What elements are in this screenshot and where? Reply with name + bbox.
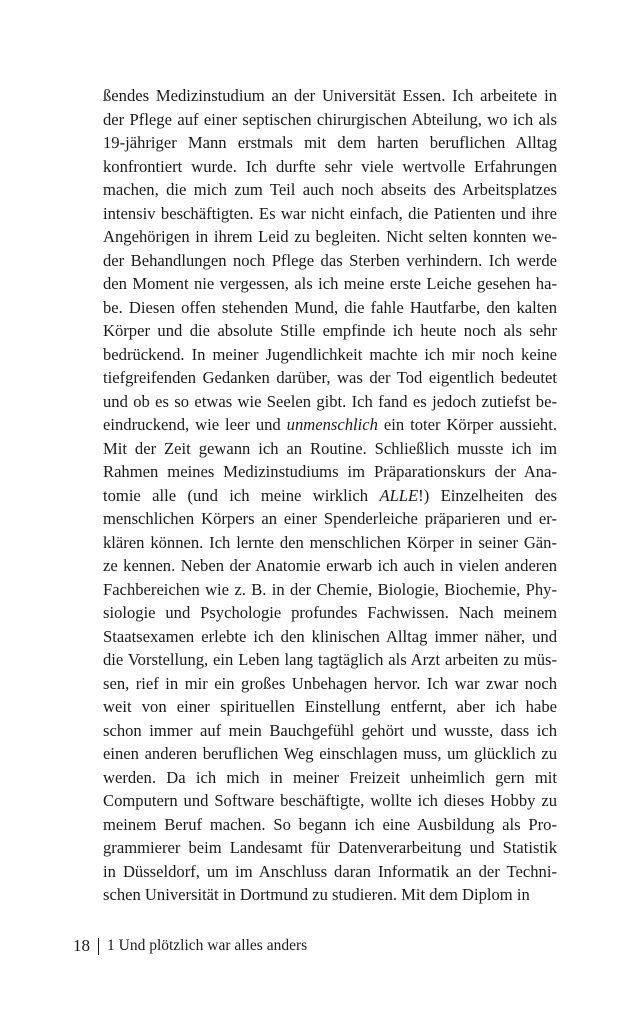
text-line [103,601,557,625]
text-segment: Computern und Software beschäftigte, wollte ich dieses Hobby zu [103,791,557,810]
text-line [103,131,557,155]
text-segment: tomie alle (und ich meine wirklich [103,485,380,505]
text-segment: ze kennen. Neben der Anatomie erwarb ich auch in vielen anderen [103,556,557,575]
text-line [103,319,557,343]
emphasis-text: unmenschlich [286,415,378,434]
text-segment: !) Einzelheiten des [418,485,557,505]
text-line [103,836,557,860]
text-line [103,860,557,884]
text-segment: menschlichen Körpers an einer Spenderleiche präparieren und er- [103,509,557,528]
text-segment: Fachbereichen wie z. B. in der Chemie, Biologie, Biochemie, Phy- [103,579,557,599]
text-line [103,249,557,273]
text-line [103,578,557,602]
text-line [103,437,557,461]
text-segment: Angehörigen in ihrem Leid zu begleiten. Nicht selten konnten we- [103,227,557,246]
text-segment: in Düsseldorf, um im Anschluss daran Informatik an der Techni- [103,861,557,881]
text-segment: schon immer auf mein Bauchgefühl gehört und wusste, dass ich [103,720,557,740]
text-line [103,507,557,531]
text-segment: der Behandlungen noch Pflege das Sterben verhindern. Ich werde [103,250,557,270]
text-line [103,296,557,320]
text-line [103,883,557,907]
text-line [103,155,557,179]
text-segment: eindruckend, wie leer und [103,415,287,434]
text-line [103,531,557,555]
text-line [103,625,557,649]
text-segment: intensiv beschäftigten. Es war nicht einfach, die Patienten und ihre [103,203,557,223]
text-segment: Körper und die absolute Stille empfinde ich heute noch als sehr [103,321,557,340]
text-segment: siologie und Psychologie profundes Fachwissen. Nach meinem [103,603,557,622]
text-line [103,695,557,719]
text-segment: ßendes Medizinstudium an der Universität Essen. Ich arbeitete in [103,86,557,105]
text-segment: schen Universität in Dortmund zu studieren. Mit dem Diplom in [103,885,530,904]
text-segment: die Vorstellung, ein Leben lang tagtäglich als Arzt arbeiten zu müs- [103,650,557,669]
text-line [103,225,557,249]
text-segment: tiefgreifenden Gedanken darüber, was der Tod eigentlich bedeutet [103,368,557,387]
text-segment: meinem Beruf machen. So begann ich eine Ausbildung als Pro- [103,814,557,834]
text-line [103,460,557,484]
text-segment: sen, rief in mir ein großes Unbehagen hervor. Ich war zwar noch [103,673,557,693]
text-segment: der Pflege auf einer septischen chirurgischen Abteilung, wo ich als [103,109,557,129]
text-segment: 19-jähriger Mann erstmals mit dem harten beruflichen Alltag [103,133,557,152]
emphasis-text: ALLE [379,485,419,505]
text-line [103,484,557,508]
text-segment: und ob es so etwas wie Seelen gibt. Ich fand es jedoch zutiefst be- [103,391,557,411]
text-segment: einen anderen beruflichen Weg einschlagen muss, um glücklich zu [103,744,557,763]
text-segment: Staatsexamen erlebte ich den klinischen Alltag immer näher, und [103,626,557,646]
page-number: 18 [73,936,90,955]
text-line [103,272,557,296]
text-segment: grammierer beim Landesamt für Datenverarbeitung und Statistik [103,838,557,857]
text-line [103,413,557,437]
text-line [103,390,557,414]
running-head: 1 Und plötzlich war alles anders [107,937,308,954]
text-segment: machen, die mich zum Teil auch noch abseits des Arbeitsplatzes [103,180,557,199]
text-line [103,813,557,837]
text-line [103,178,557,202]
footer-divider [98,938,99,955]
text-line [103,672,557,696]
text-segment: werden. Da ich mich in meiner Freizeit unheimlich gern mit [103,767,557,787]
text-segment: Rahmen meines Medizinstudiums im Präparationskurs der Ana- [103,462,557,481]
text-segment: Mit der Zeit gewann ich an Routine. Schließlich musste ich im [103,438,557,458]
text-segment: konfrontiert wurde. Ich durfte sehr viele wertvolle Erfahrungen [103,156,557,176]
page-footer [73,934,307,958]
text-line [103,789,557,813]
text-segment: weit von einer spirituellen Einstellung entfernt, aber ich habe [103,697,557,716]
text-segment: ein toter Körper aussieht. [377,415,557,434]
text-segment: be. Diesen offen stehenden Mund, die fahle Hautfarbe, den kalten [103,297,557,317]
text-line [103,766,557,790]
text-line [103,742,557,766]
text-line [103,648,557,672]
text-line [103,202,557,226]
text-line [103,84,557,108]
text-line [103,719,557,743]
text-line [103,108,557,132]
text-segment: klären können. Ich lernte den menschlichen Körper in seiner Gän- [103,532,557,552]
body-text [103,84,557,907]
text-line [103,343,557,367]
text-segment: bedrückend. In meiner Jugendlichkeit machte ich mir noch keine [103,344,557,364]
text-line [103,554,557,578]
text-segment: den Moment nie vergessen, als ich meine erste Leiche gesehen ha- [103,274,557,293]
text-line [103,366,557,390]
